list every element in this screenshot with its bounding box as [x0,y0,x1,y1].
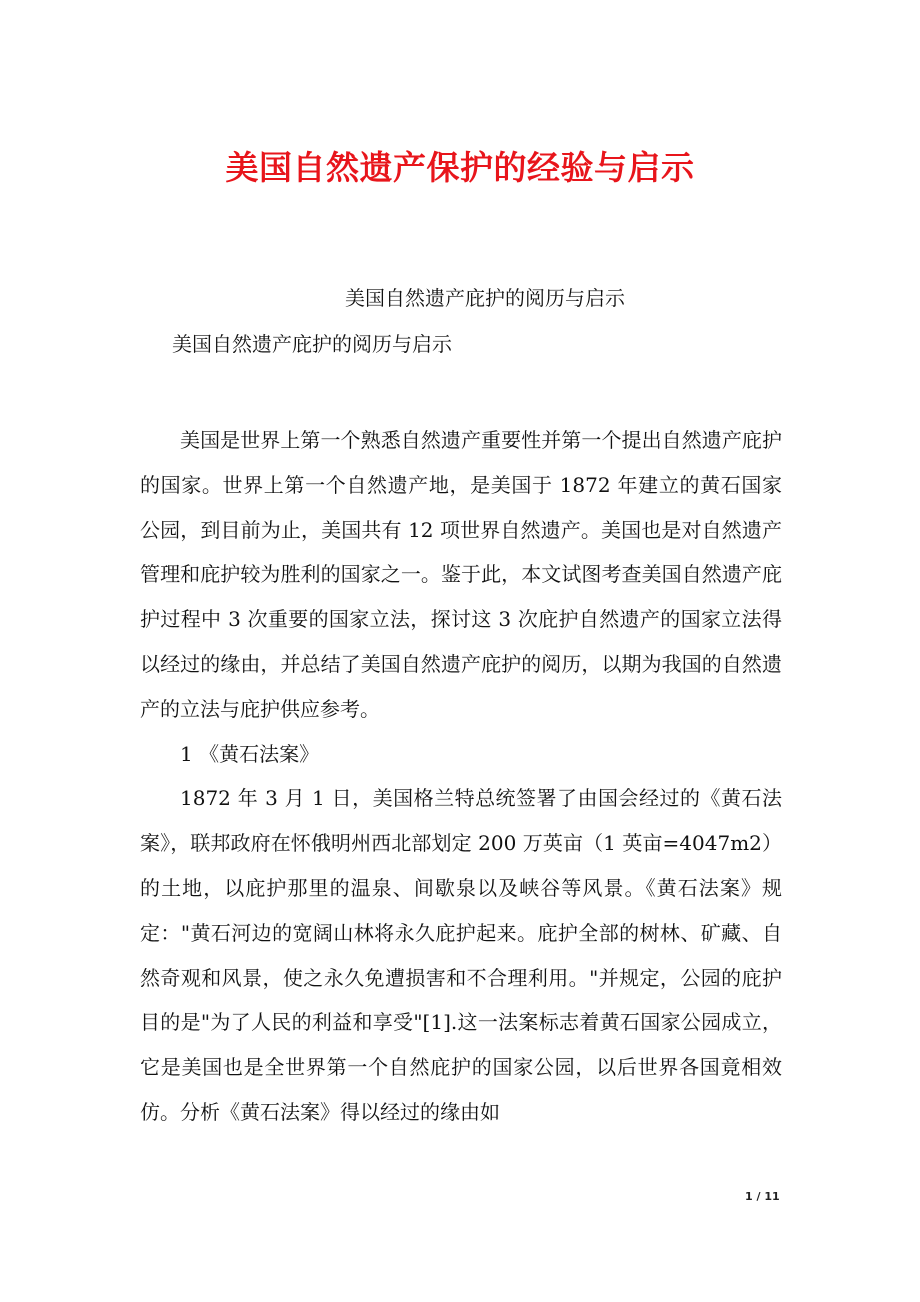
document-title: 美国自然遗产保护的经验与启示 [225,148,695,187]
document-body [140,418,782,1135]
document-subtitle-left: 美国自然遗产庇护的阅历与启示 [172,332,452,356]
page-number: 1 / 11 [745,1190,780,1203]
section-heading-yellowstone-act: 1 《黄石法案》 [180,741,320,766]
document-subtitle-centered: 美国自然遗产庇护的阅历与启示 [345,286,625,310]
body-paragraph-yellowstone: 1872 年 3 月 1 日，美国格兰特总统签署了由国会经过的《黄石法案》，联邦政府在怀俄明州西北部划定 200 万英亩（1 英亩=4047m2）的土地，以庇护那里的温泉、间歇泉以及峡谷等风景。《黄石法案》规定："黄石河边的宽阔山林将永久庇护起来。庇护全部的树林、矿藏、自然奇观和风景，使之永久免遭损害和不合理利用。"并规定，公园的庇护目的是"为了人民的利益和享受"[1].这一法案标志着黄石国家公园成立，它是美国也是全世界第一个自然庇护的国家公园，以后世界各国竟相效仿。分析《黄石法案》得以经过的缘由如 [140,786,782,1124]
body-paragraph-intro: 美国是世界上第一个熟悉自然遗产重要性并第一个提出自然遗产庇护的国家。世界上第一个自然遗产地，是美国于 1872 年建立的黄石国家公园，到目前为止，美国共有 12 项世界自然遗产。美国也是对自然遗产管理和庇护较为胜利的国家之一。鉴于此，本文试图考查美国自然遗产庇护过程中 3 次重要的国家立法，探讨这 3 次庇护自然遗产的国家立法得以经过的缘由，并总结了美国自然遗产庇护的阅历，以期为我国的自然遗产的立法与庇护供应参考。 [140,428,782,721]
